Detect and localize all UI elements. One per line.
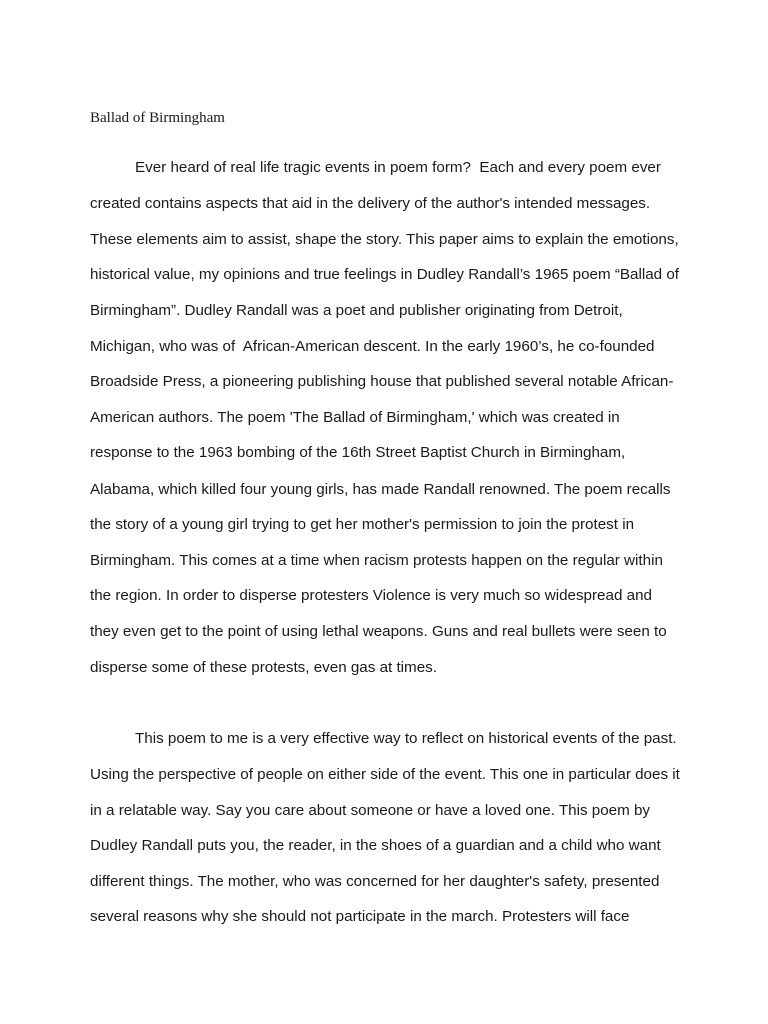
paragraph-line: Michigan, who was of African-American descent. In the early 1960’s, he co-founded [90, 338, 655, 355]
paragraph-line: These elements aim to assist, shape the story. This paper aims to explain the emotions, [90, 231, 679, 248]
paragraph-line: Birmingham. This comes at a time when racism protests happen on the regular within [90, 552, 663, 569]
paragraph-line: This poem to me is a very effective way to reflect on historical events of the past. [135, 730, 677, 747]
paragraph-line: American authors. The poem 'The Ballad of Birmingham,' which was created in [90, 409, 620, 426]
document-title: Ballad of Birmingham [90, 110, 225, 126]
paragraph-line: they even get to the point of using lethal weapons. Guns and real bullets were seen to [90, 623, 667, 640]
paragraph-line: Alabama, which killed four young girls, has made Randall renowned. The poem recalls [90, 481, 671, 498]
paragraph-line: Ever heard of real life tragic events in poem form? Each and every poem ever [135, 159, 661, 176]
paragraph-line: the story of a young girl trying to get her mother's permission to join the protest in [90, 516, 635, 533]
paragraph-line: response to the 1963 bombing of the 16th Street Baptist Church in Birmingham, [90, 444, 626, 461]
paragraph-line: created contains aspects that aid in the delivery of the author's intended messages. [90, 195, 651, 212]
paragraph-line: different things. The mother, who was concerned for her daughter's safety, presented [90, 873, 660, 890]
paragraph-line: Dudley Randall puts you, the reader, in the shoes of a guardian and a child who want [90, 837, 661, 854]
paragraph-line: in a relatable way. Say you care about someone or have a loved one. This poem by [90, 802, 651, 819]
paragraph-line: the region. In order to disperse protesters Violence is very much so widespread and [90, 587, 652, 604]
paragraph-line: Using the perspective of people on either side of the event. This one in particular does it [90, 766, 680, 783]
paragraph-line: several reasons why she should not participate in the march. Protesters will face [90, 908, 630, 925]
paragraph-line: Birmingham”. Dudley Randall was a poet and publisher originating from Detroit, [90, 302, 623, 319]
paragraph-line: historical value, my opinions and true feelings in Dudley Randall’s 1965 poem “Ballad of [90, 266, 679, 283]
paragraph-line: disperse some of these protests, even gas at times. [90, 659, 437, 676]
paragraph-line: Broadside Press, a pioneering publishing house that published several notable African- [90, 373, 674, 390]
